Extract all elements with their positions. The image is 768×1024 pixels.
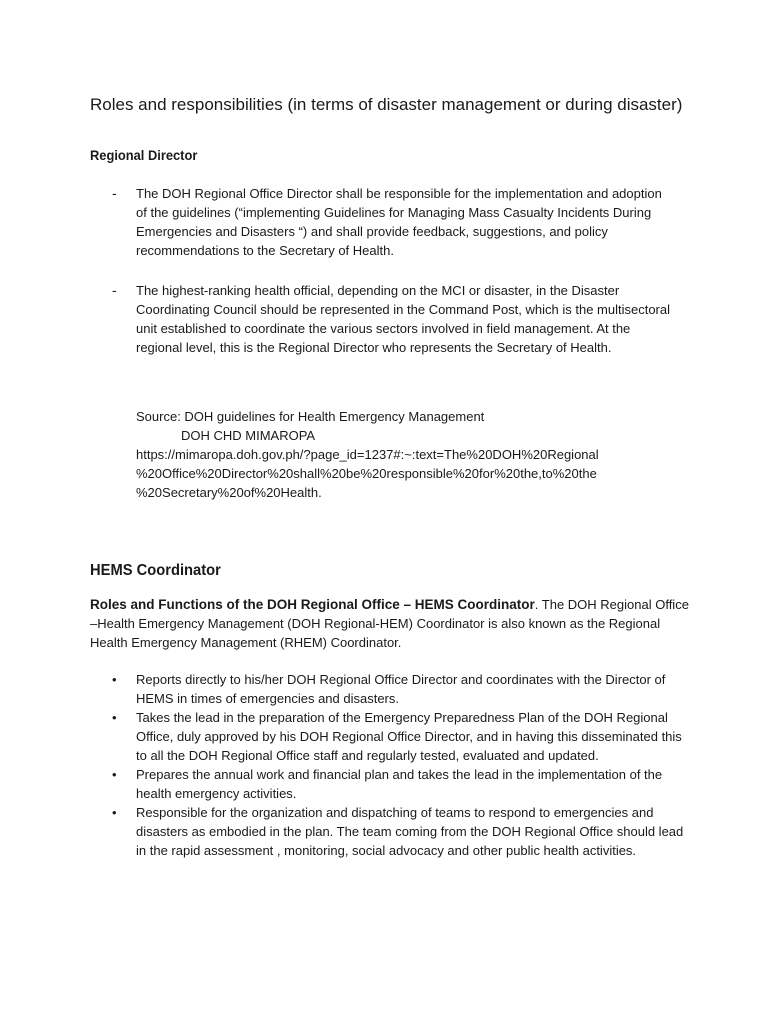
source-citation (136, 407, 676, 502)
bullet-text: Responsible for the organization and dispatching of teams to respond to emergencies and disasters as embodied in the plan. The team coming from the DOH Regional Office should lead in the rapid assessment , monitoring, social advocacy and other public health activities. (136, 805, 684, 858)
hems-responsibilities-list (90, 670, 690, 860)
source-organization: DOH CHD MIMAROPA (181, 428, 316, 443)
bullet-text: The highest-ranking health official, depending on the MCI or disaster, in the Disaster Coordinating Council should be represented in the Command Post, which is the multisectoral unit established to coordinate the various sectors involved in field management. At the regional level, this is the Regional Director who represents the Secretary of Health. (136, 283, 671, 355)
bullet-text: Reports directly to his/her DOH Regional Office Director and coordinates with the Director of HEMS in times of emergencies and disasters. (136, 672, 666, 706)
hems-coordinator-heading: HEMS Coordinator (90, 562, 221, 579)
source-url-line: https://mimaropa.doh.gov.ph/?page_id=1237#:~:text=The%20DOH%20Regional (136, 447, 599, 462)
list-item (90, 670, 690, 708)
hems-intro-paragraph (90, 595, 690, 652)
list-item (90, 708, 690, 765)
hems-intro-text: . The DOH Regional Office –Health Emergency Management (DOH Regional-HEM) Coordinator is also known as the Regional Health Emergency Management (RHEM) Coordinator. (90, 597, 689, 650)
dash-bullet: - (112, 282, 117, 298)
dash-bullet: - (112, 185, 117, 201)
list-item (90, 803, 690, 860)
dot-bullet: • (112, 672, 117, 687)
source-url-line: %20Secretary%20of%20Health. (136, 485, 322, 500)
bullet-text: Prepares the annual work and financial plan and takes the lead in the implementation of the health emergency activities. (136, 767, 663, 801)
regional-director-heading: Regional Director (90, 147, 198, 163)
dot-bullet: • (112, 805, 117, 820)
document-title: Roles and responsibilities (in terms of disaster management or during disaster) (90, 95, 683, 114)
bullet-text: The DOH Regional Office Director shall be responsible for the implementation and adoption of the guidelines (“implementing Guidelines for Managing Mass Casualty Incidents During Emergencies and Disasters “) and shall provide feedback, suggestions, and policy recommendations to the Secretary of Health. (136, 186, 662, 258)
list-item (90, 765, 690, 803)
bullet-text: Takes the lead in the preparation of the Emergency Preparedness Plan of the DOH Regional Office, duly approved by his DOH Regional Office Director, and in having this disseminated this to all the DOH Regional Office staff and regularly tested, evaluated and updated. (136, 710, 682, 763)
dot-bullet: • (112, 767, 117, 782)
source-url-line: %20Office%20Director%20shall%20be%20responsible%20for%20the,to%20the (136, 466, 597, 481)
hems-intro-bold: Roles and Functions of the DOH Regional Office – HEMS Coordinator (90, 597, 535, 612)
source-line: Source: DOH guidelines for Health Emergency Management (136, 409, 485, 424)
dot-bullet: • (112, 710, 117, 725)
